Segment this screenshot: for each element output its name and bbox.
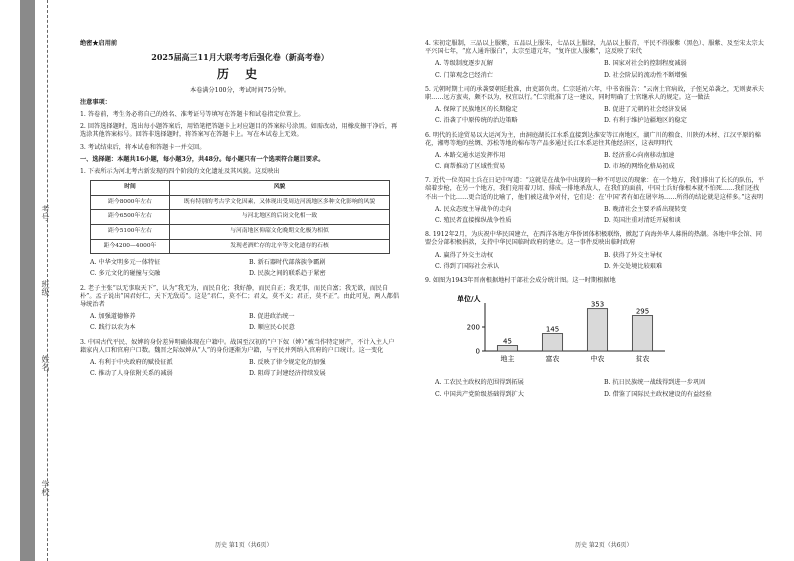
q2-option-a: A. 加强道德修养	[90, 313, 136, 321]
y-tick-label: 0	[475, 347, 480, 356]
q8-option-c: C. 得到了国际社会承认	[435, 262, 500, 270]
bar	[497, 346, 517, 351]
q1-option-b: B. 新石器时代部落族争霸剧	[249, 259, 326, 267]
q2-option-b: B. 促进政治统一	[249, 313, 295, 321]
q8-option-d: D. 外交处境比较艰难	[604, 262, 663, 270]
q1-table-head-time: 时间	[91, 181, 170, 196]
q3-stem: 3. 中国古代平民、奴婢的身份差异明确体现在户籍中。战国至汉初的“户下奴（婢）”被当作特定财产，不计入主人户籍家内人口和官府户口数。魏晋之际奴婢从“人”的身份逐渐为户籍，与平民并列纳入官府的户口统计。这一变化	[80, 338, 395, 354]
q5-option-a: A. 保障了民族地区的长期稳定	[435, 106, 518, 114]
q1-options	[90, 259, 400, 278]
q3-option-a: A. 有利于中央政府的赋役征派	[90, 358, 173, 366]
binding-margin	[0, 0, 52, 561]
q3-option-b: B. 反映了律令规定化的加强	[249, 358, 326, 366]
q2-stem: 2. 老子主张“以无事取天下”，认为“我无为，而民自化；我好静，而民自正；我无事，而民自富；我无欲，而民自朴”。孟子说出“国君好仁，天下无敌焉”。这是“君仁，莫不仁；君义，莫不义；君正，莫不正”。由此可见，两人都倡导统治者	[80, 284, 400, 309]
q2-option-d: D. 顺应民心民意	[249, 324, 295, 332]
bar-data-label: 353	[590, 300, 605, 309]
q6-stem: 6. 明代的长途贸易以大运河为主，由洞庭湖长江水系直接到达淮安等江南地区，湖广川的粮食、川陕的木材、江汉平原的棉花，湘粤等地的丝绸、苏松等地的棉布等产品多通过长江水系运往其他经济区，这表明明代	[425, 131, 761, 147]
table-cell: 既有特别的考古学文化因素，又体现出受周边河流地区多种文化影响的风貌	[170, 195, 390, 210]
q7-option-c: C. 殖民者直接操纵战争性质	[435, 217, 512, 224]
table-cell: 与河南地区仰韶文化晚期文化极为相似	[170, 224, 390, 239]
table-cell: 距今8000年左右	[91, 195, 170, 210]
q9-option-a: A. 工农民主政权的范围得到拓展	[435, 379, 524, 387]
x-tick-label: 地主	[500, 355, 515, 364]
q1-stem: 1. 下表所示为河北考古新发现的四个阶段的文化遗址及其风貌。这反映出	[80, 167, 280, 175]
bar-data-label: 295	[635, 307, 650, 316]
binding-strip	[20, 0, 35, 561]
q4-option-b: B. 国家对社会的控制程度减弱	[604, 60, 687, 68]
q6-options	[435, 152, 765, 171]
q6-option-d: D. 市场的网络化格局初成	[604, 163, 675, 171]
school-label: 学校：	[41, 480, 50, 504]
table-cell: 发现老酒贮存的北辛等文化遗存的石核	[170, 239, 390, 254]
name-label: 姓名：	[41, 355, 50, 379]
q9-option-b: B. 抗日民族统一战线得到进一步巩固	[604, 379, 706, 387]
q6-option-a: A. 本路交通水运发挥作用	[435, 151, 506, 159]
q9-stem: 9. 如图为1943年晋南根据地村干部社会成分统计图。这一时期根据地	[425, 276, 616, 284]
note-3: 3. 考试结束后，将本试卷和答题卡一并交回。	[80, 143, 206, 151]
q7-option-d: D. 英国注重对清廷开展和谈	[604, 217, 681, 224]
exam-meta: 本卷满分100分，考试时间75分钟。	[189, 86, 291, 94]
q1-option-c: C. 多元文化的碰撞与交融	[90, 270, 161, 278]
q1-table-head-feature: 风貌	[170, 181, 390, 196]
q8-options	[435, 252, 765, 271]
table-cell: 距今6500年左右	[91, 210, 170, 225]
q1-table	[90, 180, 390, 254]
y-tick-label: 200	[466, 323, 480, 332]
class-label: 班级：	[41, 280, 50, 304]
q3-option-c: C. 推动了人身依附关系的减弱	[90, 370, 173, 378]
bar	[632, 316, 652, 351]
q4-options	[435, 60, 765, 79]
bar	[542, 334, 562, 351]
q2-option-c: C. 践行以农为本	[90, 324, 136, 332]
notes-title: 注意事项：	[80, 98, 111, 106]
q4-option-c: C. 门第观念已经消亡	[435, 71, 493, 79]
q9-options	[435, 379, 765, 398]
q7-stem: 7. 近代一位英国士兵在日记中写道：“这就是在战争中出现的一种不可思议的现象：在一个地方，我们排出了长长的队伍，平端着步枪，在另一个地方，我们竟用着刀切、排成一排地杀敌人，在我们的面前，中国士兵好像根本就不怕死……我们还找不出一个比……更合适的比喻了，他们被这战争对付，它们是：在‘中国’者有如在屠宰场……所得的结论就是这样多。”这表明	[425, 177, 764, 201]
note-1: 1. 答卷前，考生务必将自己的姓名、准考证号等填写在答题卡和试卷指定位置上。	[80, 110, 305, 118]
q3-options	[90, 359, 400, 378]
q6-option-c: C. 商帮推动了区域性贸易	[435, 163, 506, 171]
bar-data-label: 45	[503, 337, 512, 346]
table-row	[91, 195, 390, 210]
q7-option-a: A. 民众态度主导战争的走向	[435, 205, 512, 213]
q8-option-b: B. 获得了外交主导权	[604, 251, 662, 259]
q3-option-d: D. 阻碍了封建经济持续发展	[249, 370, 326, 378]
x-tick-label: 富农	[545, 355, 560, 364]
bar	[587, 309, 607, 351]
q5-options	[435, 106, 765, 125]
table-row	[91, 210, 390, 225]
table-cell: 距今4200—4000年	[91, 239, 170, 254]
q5-stem: 5. 元朝时期土司的承袭要朝廷批准，由吏部负责。仁宗延祐六年，中书省报告：“云南土官病故，子侄兄弟袭之，无则妻承夫职……远方蛮夷，颇不以为，权宜以行。”仁宗批准了这一建议，同时明确了土官继承人的规定。这一做法	[425, 85, 764, 101]
q1-option-d: D. 民族之间的联系趋于紧密	[249, 270, 326, 278]
cut-line	[47, 0, 48, 561]
q1-option-a: A. 中华文明多元一体特征	[90, 259, 161, 267]
q4-option-a: A. 等级制度逐步瓦解	[435, 60, 493, 68]
q5-option-b: B. 促进了元朝的社会经济发展	[604, 106, 687, 114]
section-heading: 一、选择题：本题共16小题，每小题3分，共48分。每小题只有一个选项符合题目要求。	[80, 155, 325, 163]
x-tick-label: 中农	[590, 355, 605, 364]
bar-data-label: 145	[545, 325, 560, 334]
q2-options	[90, 313, 400, 332]
q9-option-d: D. 借鉴了国际民主政权建设的有益经验	[604, 390, 712, 398]
table-cell: 与河北地区的后岗文化相一致	[170, 210, 390, 225]
note-2: 2. 回答选择题时，选出每小题答案后，用铅笔把答题卡上对应题目的答案标号涂黑。如需改动，用橡皮擦干净后，再选涂其他答案标号。回答非选择题时，将答案写在答题卡上。写在本试卷上无效。	[80, 123, 398, 139]
q5-option-d: D. 有利于维护边疆地区的稳定	[604, 117, 687, 125]
q8-option-a: A. 赢得了外交主动权	[435, 251, 493, 259]
q9-bar-chart	[455, 293, 675, 368]
left-column	[80, 40, 400, 384]
q4-option-d: D. 社会阶层的流动性不断增强	[604, 71, 687, 79]
table-row	[91, 239, 390, 254]
q8-stem: 8. 1912年2月，为庆祝中华民国建立，在西洋各地方华侨团体积极联络，掀起了向海外华人募捐的热潮。各地中华会馆、同盟会分部积极捐款，支持中华民国临时政府的建立。这一事件反映出临时政府	[425, 231, 762, 247]
q7-option-b: B. 晚清社会主要矛盾出现转变	[604, 205, 687, 213]
right-column	[425, 40, 765, 405]
q7-options	[435, 206, 765, 225]
page-footer-2: 历史 第2页（共6页）	[575, 542, 633, 549]
q4-stem: 4. 宋初定服制，三品以上服紫，五品以上服朱，七品以上服绿，九品以上服青，平民不得服紫（黑色）、服紫、及至宋太宗太平兴国七年，“庶人通许服白”，太宗至道元年，“复许庶人服紫”，这反映了宋代	[425, 40, 764, 56]
table-row	[91, 224, 390, 239]
page-footer-1: 历史 第1页（共6页）	[215, 542, 273, 549]
q5-option-c: C. 沿袭了中原传统的治边策略	[435, 117, 518, 125]
secret-mark: 绝密★启用前	[80, 40, 118, 47]
exam-number-label: 考号：	[41, 205, 50, 229]
q9-option-c: C. 中国共产党阶级基础得到扩大	[435, 390, 524, 398]
x-tick-label: 贫农	[635, 355, 650, 364]
exam-title: 2025届高三11月大联考考后强化卷（新高考卷）	[151, 52, 329, 63]
y-axis-label: 单位/人	[457, 295, 481, 304]
q6-option-b: B. 经济重心向南移动加速	[604, 151, 675, 159]
table-cell: 距今5100年左右	[91, 224, 170, 239]
subject-title: 历 史	[216, 66, 264, 81]
